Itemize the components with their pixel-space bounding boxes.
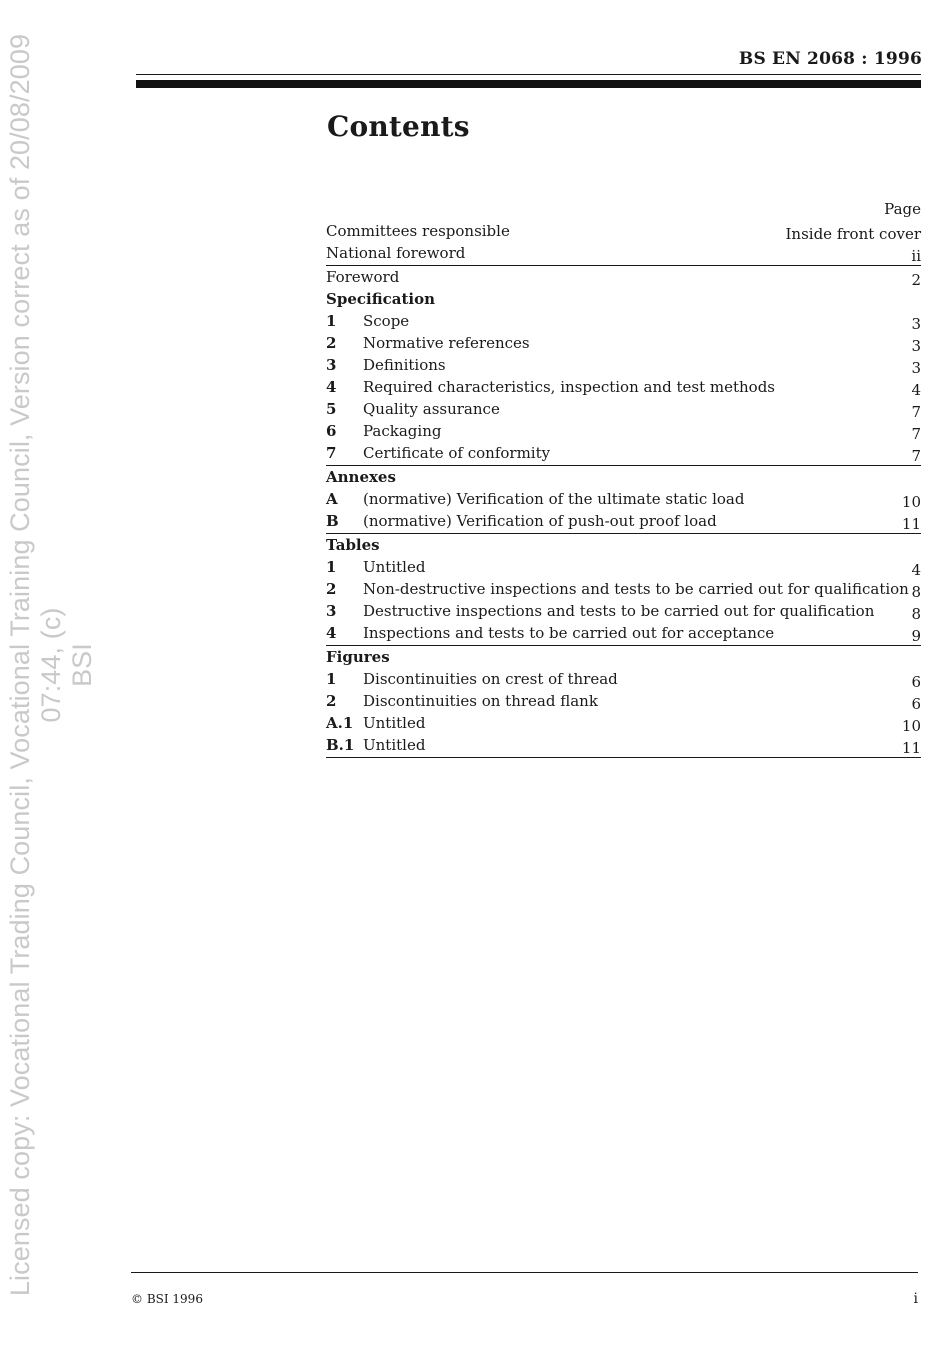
toc-entry-number: 2 — [326, 692, 337, 710]
toc-entry-foreword[interactable] — [326, 266, 921, 288]
toc-entry-text: Untitled — [363, 714, 426, 732]
toc-entry-number: 3 — [326, 356, 337, 374]
toc-entry-spec-1[interactable] — [326, 310, 921, 332]
toc-entry-text: Discontinuities on thread flank — [363, 692, 598, 710]
toc-entry-number: 1 — [326, 670, 337, 688]
toc-entry-number: 2 — [326, 334, 337, 352]
section-title: Tables — [326, 536, 380, 554]
section-heading-figures — [326, 646, 921, 668]
toc-entry-text: Normative references — [363, 334, 530, 352]
toc-entry-number: 1 — [326, 312, 337, 330]
toc-entry-page: 11 — [901, 515, 921, 533]
toc-entry-figure-a1[interactable] — [326, 712, 921, 734]
toc-entry-national-foreword[interactable] — [326, 242, 921, 264]
toc-entry-number: 2 — [326, 580, 337, 598]
toc-entry-text: Untitled — [363, 558, 426, 576]
toc-entry-page: 8 — [911, 583, 921, 601]
toc-entry-text: Quality assurance — [363, 400, 500, 418]
toc-entry-page: 6 — [911, 695, 921, 713]
toc-entry-text: Definitions — [363, 356, 446, 374]
toc-entry-table-1[interactable] — [326, 556, 921, 578]
toc-entry-number: B — [326, 512, 339, 530]
toc-entry-spec-2[interactable] — [326, 332, 921, 354]
toc-entry-table-2[interactable] — [326, 578, 921, 600]
toc-entry-number: B.1 — [326, 736, 355, 754]
toc-entry-page: 3 — [911, 315, 921, 333]
watermark-line-2: BSI — [67, 643, 97, 687]
toc-entry-text: Inspections and tests to be carried out for acceptance — [363, 624, 775, 642]
toc-entry-figure-b1[interactable] — [326, 734, 921, 756]
toc-entry-text: (normative) Verification of push-out proof load — [363, 512, 717, 530]
toc-entry-number: 3 — [326, 602, 337, 620]
toc-entry-committees[interactable] — [326, 220, 921, 242]
toc-entry-text: Packaging — [363, 422, 442, 440]
toc-entry-page: 3 — [911, 359, 921, 377]
toc-entry-page: 10 — [901, 717, 921, 735]
toc-entry-text: Destructive inspections and tests to be carried out for qualification — [363, 602, 875, 620]
page-column-label: Page — [884, 200, 921, 218]
toc-entry-text: Scope — [363, 312, 410, 330]
table-of-contents — [326, 198, 921, 758]
toc-entry-page: 7 — [911, 447, 921, 465]
section-heading-specification — [326, 288, 921, 310]
toc-entry-text: Foreword — [326, 268, 400, 286]
toc-entry-text: (normative) Verification of the ultimate static load — [363, 490, 745, 508]
toc-entry-page: 4 — [911, 381, 921, 399]
toc-entry-page: 4 — [911, 561, 921, 579]
toc-entry-text: Untitled — [363, 736, 426, 754]
toc-entry-page: 10 — [901, 493, 921, 511]
section-heading-annexes — [326, 466, 921, 488]
toc-entry-text: National foreword — [326, 244, 466, 262]
toc-entry-number: 4 — [326, 378, 337, 396]
toc-entry-spec-7[interactable] — [326, 442, 921, 464]
toc-entry-page: Inside front cover — [785, 225, 921, 243]
page-column-heading — [326, 198, 921, 220]
toc-entry-page: 7 — [911, 425, 921, 443]
toc-entry-page: 3 — [911, 337, 921, 355]
toc-entry-spec-6[interactable] — [326, 420, 921, 442]
section-heading-tables — [326, 534, 921, 556]
page-title: Contents — [327, 110, 470, 143]
toc-entry-annex-b[interactable] — [326, 510, 921, 532]
section-title: Specification — [326, 290, 435, 308]
page-number: i — [913, 1291, 918, 1307]
toc-entry-spec-5[interactable] — [326, 398, 921, 420]
toc-entry-text: Committees responsible — [326, 222, 510, 240]
toc-entry-spec-3[interactable] — [326, 354, 921, 376]
document-code: BS EN 2068 : 1996 — [738, 49, 922, 69]
toc-entry-text: Discontinuities on crest of thread — [363, 670, 618, 688]
toc-entry-page: 9 — [911, 627, 921, 645]
section-divider — [326, 757, 921, 758]
toc-entry-text: Certificate of conformity — [363, 444, 551, 462]
toc-entry-page: 6 — [911, 673, 921, 691]
toc-entry-text: Non-destructive inspections and tests to be carried out for qualification — [363, 580, 909, 598]
toc-entry-number: 1 — [326, 558, 337, 576]
toc-entry-page: 2 — [911, 271, 921, 289]
toc-entry-page: 11 — [901, 739, 921, 757]
toc-entry-number: A — [326, 490, 338, 508]
toc-entry-table-4[interactable] — [326, 622, 921, 644]
toc-entry-spec-4[interactable] — [326, 376, 921, 398]
header-thick-rule — [136, 80, 921, 88]
copyright-notice: © BSI 1996 — [131, 1292, 203, 1306]
toc-entry-table-3[interactable] — [326, 600, 921, 622]
toc-entry-number: 6 — [326, 422, 337, 440]
license-watermark — [5, 5, 98, 1325]
toc-entry-annex-a[interactable] — [326, 488, 921, 510]
section-title: Annexes — [326, 468, 396, 486]
toc-entry-number: 7 — [326, 444, 337, 462]
toc-entry-text: Required characteristics, inspection and test methods — [363, 378, 776, 396]
toc-entry-page: 7 — [911, 403, 921, 421]
toc-entry-page: ii — [911, 247, 921, 265]
header-thin-rule — [136, 74, 921, 75]
toc-entry-number: 5 — [326, 400, 337, 418]
watermark-line-1: Licensed copy: Vocational Trading Council, Vocational Training Council, Version correct as of 20/08/2009 07:44, (c) — [5, 33, 66, 1297]
toc-entry-number: 4 — [326, 624, 337, 642]
footer-rule — [131, 1272, 918, 1273]
toc-entry-number: A.1 — [326, 714, 354, 732]
section-title: Figures — [326, 648, 390, 666]
toc-entry-page: 8 — [911, 605, 921, 623]
toc-entry-figure-1[interactable] — [326, 668, 921, 690]
toc-entry-figure-2[interactable] — [326, 690, 921, 712]
